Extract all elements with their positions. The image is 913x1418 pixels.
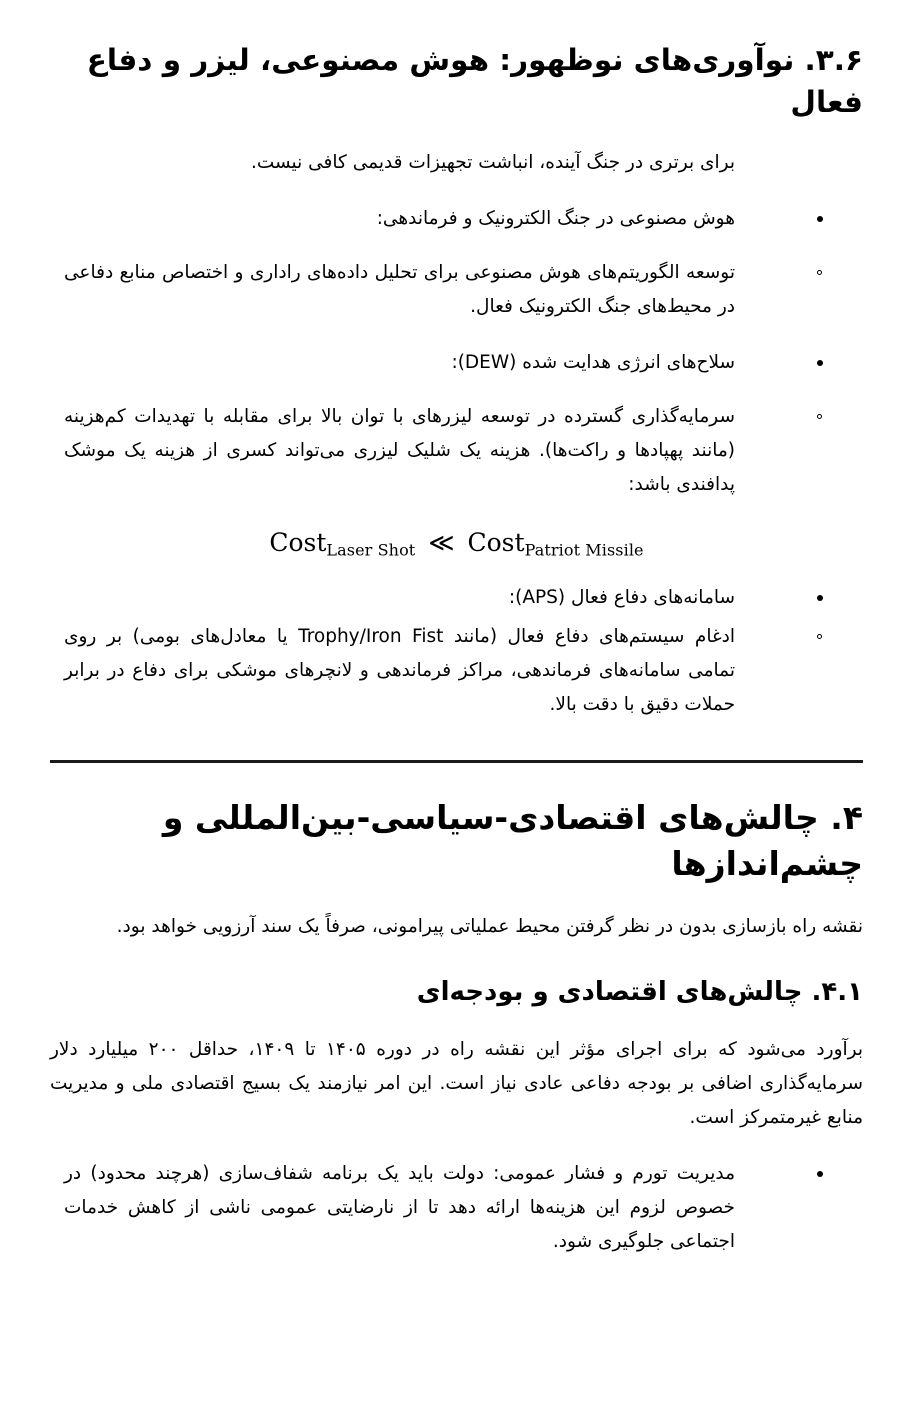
section-3-6-list-after-formula	[50, 581, 863, 721]
list-item: ادغام سیستم‌های دفاع فعال (مانند Trophy/Iron Fist یا معادل‌های بومی) بر روی تمامی سامانه‌های فرماندهی، مراکز فرماندهی و لانچرهای موشکی برای دفاع در برابر حملات دقیق با دقت بالا.	[50, 620, 863, 722]
list-item: سامانه‌های دفاع فعال (APS):	[50, 581, 863, 615]
list-item: سرمایه‌گذاری گسترده در توسعه لیزرهای با توان بالا برای مقابله با تهدیدات کم‌هزینه (مانند پهپادها و راکت‌ها). هزینه یک شلیک لیزری می‌تواند کسری از هزینه یک موشک پدافندی باشد:	[50, 400, 863, 502]
section-3-6-intro-paragraph: برای برتری در جنگ آینده، انباشت تجهیزات قدیمی کافی نیست.	[250, 151, 735, 173]
formula-right-subscript: Patriot Missile	[524, 540, 644, 560]
formula-relation-icon: ≪	[428, 528, 455, 557]
list-item: سلاح‌های انرژی هدایت شده (DEW):	[50, 346, 863, 380]
section-heading-4-1: ۴.۱. چالش‌های اقتصادی و بودجه‌ای	[416, 977, 863, 1008]
section-heading-4: ۴. چالش‌های اقتصادی-سیاسی-بین‌المللی و چشم‌اندازها	[162, 797, 863, 884]
list-item: هوش مصنوعی در جنگ الکترونیک و فرماندهی:	[50, 202, 863, 236]
section-3-6-list	[50, 202, 863, 502]
section-4-intro-paragraph: نقشه راه بازسازی بدون در نظر گرفتن محیط عملیاتی پیرامونی، صرفاً یک سند آرزویی خواهد بود.	[116, 916, 863, 938]
list-item: توسعه الگوریتم‌های هوش مصنوعی برای تحلیل داده‌های راداری و اختصاص منابع دفاعی در محیط‌های جنگ الکترونیک فعال.	[50, 256, 863, 324]
cost-comparison-formula	[50, 502, 863, 559]
formula-right-base: Cost	[467, 528, 525, 557]
section-4-1-list	[50, 1157, 863, 1259]
section-4-1-paragraph: برآورد می‌شود که برای اجرای مؤثر این نقشه راه در دوره ۱۴۰۵ تا ۱۴۰۹، حداقل ۲۰۰ میلیارد دلار سرمایه‌گذاری اضافی بر بودجه دفاعی عادی نیاز است. این امر نیازمند یک بسیج اقتصادی ملی و مدیریت منابع غیرمتمرکز است.	[50, 1039, 864, 1129]
list-item: مدیریت تورم و فشار عمومی: دولت باید یک برنامه شفاف‌سازی (هرچند محدود) در خصوص لزوم این هزینه‌ها ارائه دهد تا از نارضایتی عمومی ناشی از کاهش خدمات اجتماعی جلوگیری شود.	[50, 1157, 863, 1259]
formula-left-base: Cost	[269, 528, 327, 557]
formula-left-subscript: Laser Shot	[326, 540, 416, 560]
section-heading-3-6: ۳.۶. نوآوری‌های نوظهور: هوش مصنوعی، لیزر و دفاع فعال	[86, 43, 863, 119]
